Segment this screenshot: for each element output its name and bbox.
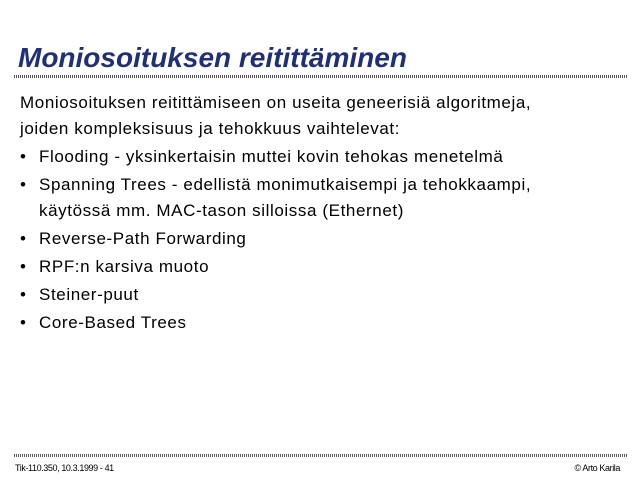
bullet-text: Flooding - yksinkertaisin muttei kovin tehokas menetelmä: [39, 147, 504, 166]
list-item: [20, 254, 625, 280]
list-item: [20, 282, 625, 308]
list-item: [20, 144, 625, 170]
bullet-dot-icon: •: [20, 313, 27, 332]
footer-divider: [14, 454, 628, 457]
list-item: [20, 310, 625, 336]
bullet-dot-icon: •: [20, 285, 27, 304]
bullet-list: [20, 144, 625, 336]
intro-line-1: Moniosoituksen reitittämiseen on useita geneerisiä algoritmeja,: [20, 93, 532, 112]
list-item: [20, 226, 625, 252]
bullet-text: Spanning Trees - edellistä monimutkaisempi ja tehokkaampi, käytössä mm. MAC-tason silloissa (Ethernet): [39, 175, 532, 220]
list-item: [20, 172, 625, 224]
bullet-dot-icon: •: [20, 229, 27, 248]
bullet-dot-icon: •: [20, 147, 27, 166]
intro-line-2: joiden kompleksisuus ja tehokkuus vaihtelevat:: [20, 119, 401, 138]
bullet-text: Core-Based Trees: [39, 313, 187, 332]
footer-copyright: © Arto Karila: [574, 463, 620, 473]
intro-paragraph: [20, 90, 625, 142]
footer-course-info: Tik-110.350, 10.3.1999 - 41: [15, 463, 114, 473]
bullet-dot-icon: •: [20, 257, 27, 276]
title-divider: [14, 75, 628, 78]
slide-title: Moniosoituksen reitittäminen: [18, 42, 407, 73]
slide-body: [20, 90, 625, 336]
bullet-text: Steiner-puut: [39, 285, 139, 304]
bullet-text: Reverse-Path Forwarding: [39, 229, 247, 248]
bullet-text: RPF:n karsiva muoto: [39, 257, 210, 276]
bullet-dot-icon: •: [20, 175, 27, 194]
